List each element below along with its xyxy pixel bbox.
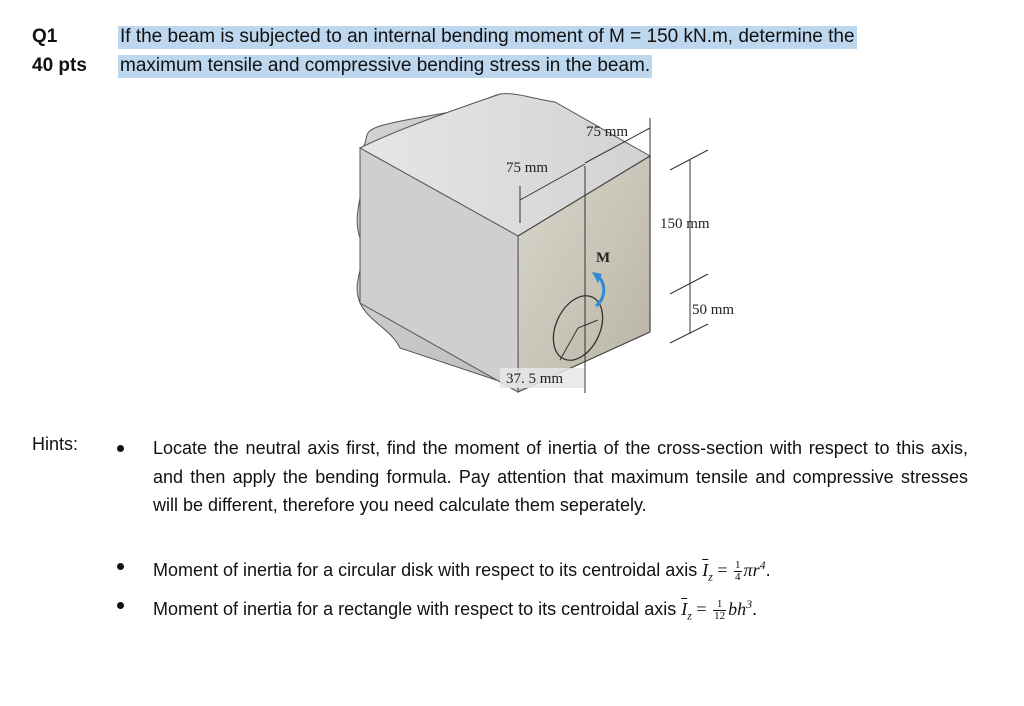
bullet-1 [117,445,124,452]
beam-figure [340,88,735,408]
hint-2: Moment of inertia for a circular disk with respect to its centroidal axis $\overline{I}_z$ = $\frac{1}{4}$ $\pi r^4$. [153,558,771,584]
dim-depth: 75 mm [506,160,549,176]
hint-2-text: Moment of inertia for a circular disk with respect to its centroidal axis [153,560,703,580]
hint-1: Locate the neutral axis first, find the moment of inertia of the cross-section with respect to this axis, and then apply the bending formula. Pay attention that maximum tensile and compressive stresses will be different, therefore you need calculate them seperately. [153,438,968,515]
dim-height: 150 mm [660,216,710,232]
dim-hole-center: 50 mm [692,302,735,318]
question-text-line1: If the beam is subjected to an internal bending moment of M = 150 kN.m, determine the [120,26,855,47]
bullet-3 [117,602,124,609]
hint-2-formula: $\overline{I}_z$ = $\frac{1}{4}$ $\pi r^4$ [702,558,766,584]
hint-3-text: Moment of inertia for a rectangle with respect to its centroidal axis [153,599,682,619]
question-points: 40 pts [32,55,87,76]
bullet-2 [117,563,124,570]
moment-label: M [596,250,611,266]
question-number: Q1 [32,26,58,47]
question-text-line2: maximum tensile and compressive bending stress in the beam. [120,55,651,76]
dim-top-width: 75 mm [586,124,629,140]
hint-3-formula: $\overline{I}_z$ = $\frac{1}{12}$ $bh^3$ [681,597,753,623]
dim-radius: 37. 5 mm [506,371,564,387]
hints-label: Hints: [32,434,79,454]
hint-3: Moment of inertia for a rectangle with respect to its centroidal axis $\overline{I}_z$ = $\frac{1}{12}$ $bh^3$. [153,597,758,623]
